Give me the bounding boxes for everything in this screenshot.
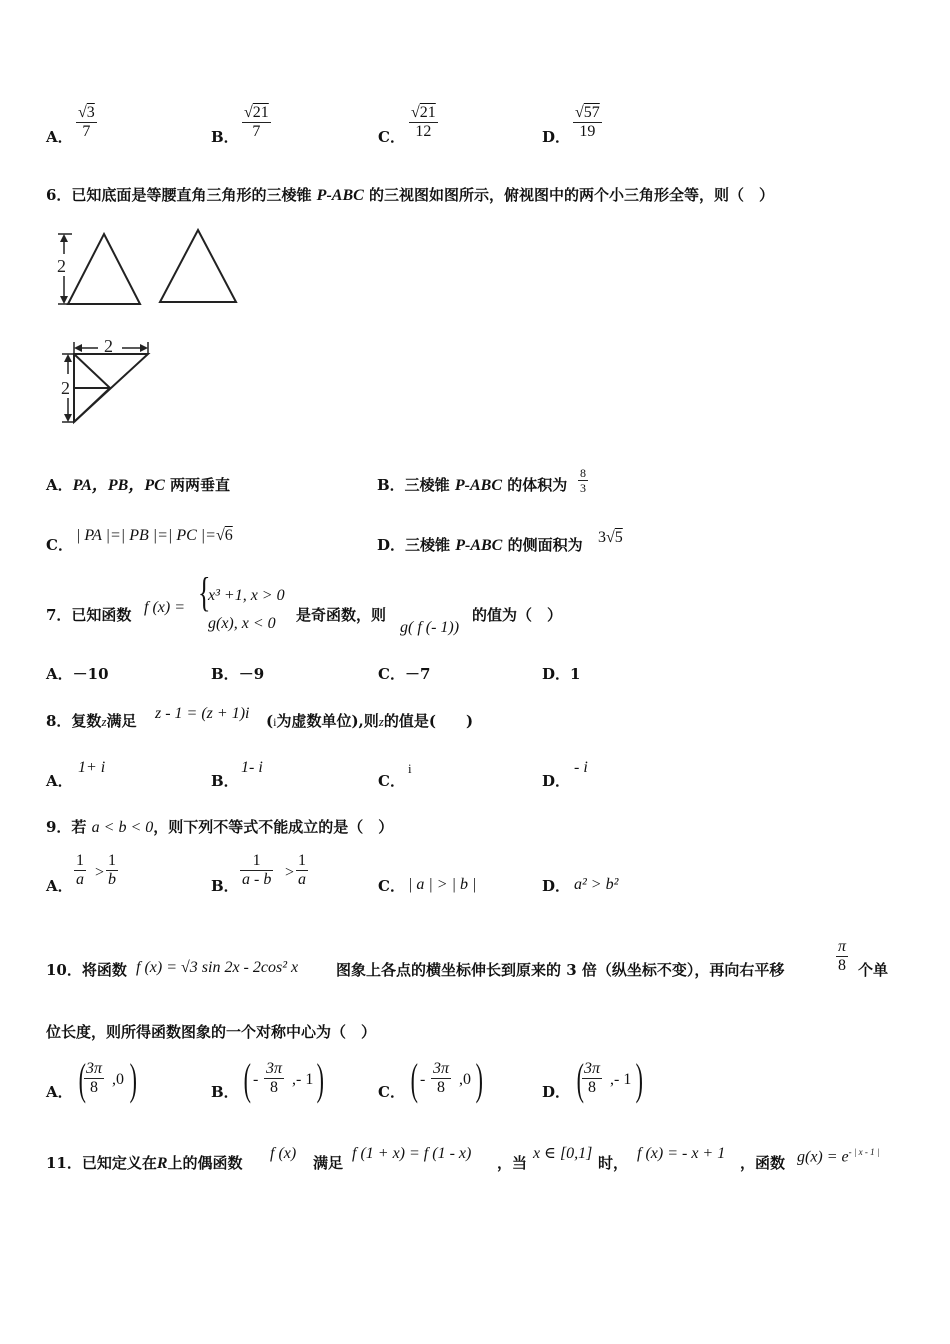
- q10-option-b-label: B．: [211, 1083, 239, 1101]
- q11-fdef: f (x) = - x + 1: [637, 1145, 726, 1162]
- q8-option-a-label: A．: [46, 772, 73, 790]
- q5-option-a-label: A．: [46, 128, 73, 146]
- q10-option-b-sign: -: [253, 1071, 259, 1088]
- q7-stem: 7．已知函数: [46, 606, 132, 624]
- q10-option-d-fraction: $\frac{3\pi}{8}$: [584, 1060, 601, 1096]
- q10-stem-mid: 图象上各点的横坐标伸长到原来的 3 倍（纵坐标不变），再向右平移: [336, 961, 785, 979]
- front-view: [58, 234, 140, 304]
- q11-satisfies: 满足: [313, 1154, 344, 1172]
- q10-option-c-sign: -: [420, 1071, 426, 1088]
- q7-tail: 的值为（ ）: [472, 606, 563, 624]
- q9-option-a-label: A．: [46, 877, 73, 895]
- q10-option-c-fraction: $\frac{3\pi}{8}$: [433, 1060, 450, 1096]
- q9-option-c-math: | a | > | b |: [408, 876, 477, 893]
- q11-equation: f (1 + x) = f (1 - x): [352, 1145, 472, 1162]
- q11-fx: f (x): [270, 1145, 297, 1162]
- front-view-dim: 2: [57, 256, 66, 276]
- q11-func-word: ，函数: [740, 1154, 786, 1172]
- q11-when: ，当: [497, 1154, 528, 1172]
- q5-option-d-label: D．: [542, 128, 571, 146]
- q10-stem-line2: 位长度，则所得函数图象的一个对称中心为（ ）: [46, 1023, 377, 1041]
- q8-option-a-value: 1+ i: [78, 759, 106, 776]
- q10-option-d-lparen: (: [576, 1055, 584, 1104]
- q9-option-a-left: $\frac{1}{a}$: [76, 852, 84, 888]
- q9-option-b-gt: >: [285, 864, 295, 881]
- q10-option-a-rparen: ): [129, 1055, 137, 1104]
- q6-stem: 6．已知底面是等腰直角三角形的三棱锥 P-ABC 的三视图如图所示，俯视图中的两个小三角形全等，则（ ）: [46, 186, 775, 204]
- q7-option-d: D．1: [542, 665, 581, 683]
- q10-stem-pre: 10．将函数: [46, 961, 127, 979]
- q10-option-a-fraction: $\frac{3\pi}{8}$: [86, 1060, 103, 1096]
- q10-option-b-rparen: ): [316, 1055, 324, 1104]
- q9-option-b-left: $\frac{1}{a - b}$: [242, 852, 272, 888]
- q6-three-view-figure: [50, 222, 250, 434]
- q8-option-c-label: C．: [378, 772, 405, 790]
- q6-option-b-fraction: $\frac{8}{3}$: [580, 466, 586, 495]
- q9-stem: 9．若 a < b < 0，则下列不等式不能成立的是（ ）: [46, 818, 394, 836]
- q5-option-c-fraction: $\frac{√21}{12}$: [411, 104, 436, 140]
- q9-option-c-label: C．: [378, 877, 405, 895]
- q10-option-c-y: ,0: [459, 1071, 471, 1088]
- q5-option-b-fraction: $\frac{√21}{7}$: [244, 104, 269, 140]
- q8-option-b-value: 1- i: [241, 759, 263, 776]
- q7-case-2: g(x), x < 0: [208, 615, 276, 632]
- q10-option-b-lparen: (: [243, 1055, 251, 1104]
- q10-option-b-fraction: $\frac{3\pi}{8}$: [266, 1060, 283, 1096]
- q10-option-b-y: ,- 1: [292, 1071, 314, 1088]
- q10-option-d-rparen: ): [635, 1055, 643, 1104]
- top-view-dim-horizontal: 2: [104, 336, 113, 356]
- q10-option-d-label: D．: [542, 1083, 571, 1101]
- q10-stem-tail: 个单: [858, 961, 889, 979]
- q10-option-a-lparen: (: [78, 1055, 86, 1104]
- q11-stem-pre: 11．已知定义在R上的偶函数: [46, 1154, 243, 1172]
- q9-option-d-math: a² > b²: [574, 876, 619, 893]
- q8-note: (i为虚数单位),则z的值是( ): [266, 712, 474, 730]
- q7-case-1: x³ +1, x > 0: [208, 587, 285, 604]
- q10-shift-fraction: $\frac{\pi}{8}$: [838, 938, 847, 974]
- q10-option-a-y: ,0: [112, 1071, 124, 1088]
- q10-option-c-label: C．: [378, 1083, 405, 1101]
- q6-option-b: B．三棱锥 P-ABC 的体积为: [377, 476, 568, 494]
- q11-interval: x ∈ [0,1]: [533, 1145, 593, 1162]
- q10-option-c-rparen: ): [475, 1055, 483, 1104]
- q11-gdef: $g(x) = e^{- | x - 1 |}$: [797, 1147, 880, 1166]
- q11-gdef-exponent: - | x - 1 |: [848, 1147, 880, 1157]
- q8-option-d-value: - i: [574, 759, 588, 776]
- q7-option-c: C．－7: [378, 665, 431, 683]
- q8-equation: z - 1 = (z + 1)i: [155, 705, 250, 722]
- q5-option-d-fraction: $\frac{√57}{19}$: [575, 104, 600, 140]
- q7-option-b: B．－9: [211, 665, 265, 683]
- top-view-dim-vertical: 2: [61, 378, 70, 398]
- q10-function: f (x) = √3 sin 2x - 2cos² x: [136, 959, 299, 976]
- q7-mid: 是奇函数，则: [296, 606, 387, 624]
- q7-brace: {: [198, 569, 211, 616]
- q7-option-a: A．－10: [46, 665, 109, 683]
- q7-function: f (x) =: [144, 599, 185, 616]
- q6-option-d: D．三棱锥 P-ABC 的侧面积为: [377, 536, 583, 554]
- q8-option-d-label: D．: [542, 772, 571, 790]
- q7-expression: g( f (- 1)): [400, 619, 460, 636]
- q6-option-c-label: C．: [46, 536, 73, 554]
- q9-option-a-gt: >: [95, 864, 105, 881]
- q8-option-b-label: B．: [211, 772, 239, 790]
- q11-shi: 时，: [598, 1154, 629, 1172]
- q5-option-a-fraction: $\frac{√3}{7}$: [78, 104, 95, 140]
- q9-option-b-label: B．: [211, 877, 239, 895]
- q10-option-d-y: ,- 1: [610, 1071, 632, 1088]
- side-view: [160, 230, 236, 302]
- q5-option-b-label: B．: [211, 128, 239, 146]
- q5-option-c-label: C．: [378, 128, 405, 146]
- q10-option-a-label: A．: [46, 1083, 73, 1101]
- q9-option-d-label: D．: [542, 877, 571, 895]
- q8-option-c-value: i: [408, 761, 412, 776]
- q8-stem: 8．复数z满足: [46, 712, 137, 730]
- q9-option-b-right: $\frac{1}{a}$: [298, 852, 306, 888]
- q9-option-a-right: $\frac{1}{b}$: [108, 852, 116, 888]
- q6-option-c-math: | PA |=| PB |=| PC |=√6: [76, 527, 233, 544]
- q6-option-a: A．PA，PB，PC 两两垂直: [46, 476, 231, 494]
- q6-option-d-math: 3√5: [598, 529, 623, 546]
- q10-option-c-lparen: (: [410, 1055, 418, 1104]
